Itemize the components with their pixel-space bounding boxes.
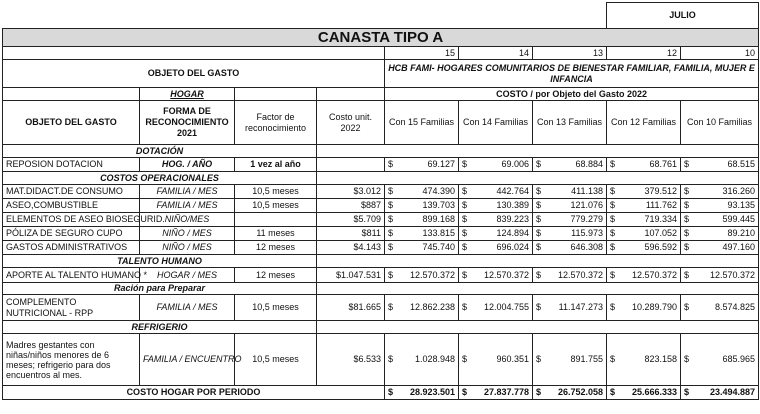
amount-value: 599.445 (722, 214, 756, 224)
currency-symbol: $ (684, 200, 690, 210)
currency-symbol: $ (610, 387, 616, 397)
amount-value: 779.279 (570, 214, 604, 224)
total-cell (459, 386, 533, 400)
currency-symbol: $ (462, 200, 468, 210)
row-cost-v14 (459, 295, 533, 321)
amount-value: 28.923.501 (409, 387, 455, 397)
title-row (3, 29, 759, 47)
row-cost-v13 (533, 295, 607, 321)
row-cost-v14 (459, 227, 533, 241)
row-cost-v12 (607, 268, 681, 283)
amount-value: 12.570.372 (483, 269, 529, 280)
amount-value: 69.006 (501, 159, 529, 169)
col-12-familias: Con 12 Familias (607, 101, 681, 145)
canasta-sheet (2, 2, 758, 400)
row-cost-v14 (459, 199, 533, 213)
currency-symbol: $ (536, 242, 542, 252)
row-unit-cost (317, 185, 385, 199)
amount-value: 111.762 (645, 200, 678, 210)
row-cost-v13 (533, 241, 607, 255)
currency-symbol: $ (353, 354, 359, 364)
amount-value: 121.076 (570, 200, 604, 210)
section-racion: Ración para Preparar (3, 283, 317, 295)
row-name: ELEMENTOS DE ASEO BIOSEGURID. (3, 213, 140, 227)
row-factor: 12 meses (235, 268, 317, 283)
row-cost-v10 (681, 227, 759, 241)
total-cell (681, 386, 759, 400)
hogar-label: HOGAR (140, 88, 235, 101)
currency-symbol: $ (360, 200, 366, 210)
section-row (3, 321, 759, 334)
amount-value: 719.334 (644, 214, 678, 224)
currency-symbol: $ (462, 269, 468, 280)
currency-symbol: $ (353, 186, 359, 196)
col-objeto: OBJETO DEL GASTO (3, 101, 140, 145)
row-cost-v10 (681, 241, 759, 255)
row-factor (235, 213, 317, 227)
amount-value: 12.004.755 (483, 302, 529, 312)
row-forma: FAMILIA / MES (140, 185, 235, 199)
row-unit-cost (317, 213, 385, 227)
row-forma: FAMILIA / ENCUENTRO (140, 334, 235, 386)
row-cost-v10 (681, 158, 759, 172)
currency-symbol: $ (684, 242, 690, 252)
currency-symbol: $ (684, 186, 690, 196)
currency-symbol: $ (610, 214, 616, 224)
row-factor: 11 meses (235, 227, 317, 241)
currency-symbol: $ (610, 354, 616, 364)
subheader-row (3, 88, 759, 101)
row-cost-v10 (681, 334, 759, 386)
total-cell (533, 386, 607, 400)
row-forma: FAMILIA / MES (140, 199, 235, 213)
currency-symbol: $ (462, 354, 468, 364)
family-count-row (3, 47, 759, 60)
amount-value: 646.308 (570, 242, 604, 252)
row-cost-v14 (459, 268, 533, 283)
row-cost-v10 (681, 185, 759, 199)
row-cost-v15 (385, 241, 459, 255)
row-name: PÓLIZA DE SEGURO CUPO (3, 227, 140, 241)
month-row (3, 3, 759, 29)
currency-symbol: $ (388, 302, 394, 312)
amount-value: 26.752.058 (558, 387, 604, 397)
currency-symbol: $ (610, 186, 616, 196)
section-refrigerio: REFRIGERIO (3, 321, 317, 334)
currency-symbol: $ (388, 159, 394, 169)
amount-value: 8.574.825 (715, 302, 756, 312)
row-cost-v15 (385, 158, 459, 172)
col-13-familias: Con 13 Familias (533, 101, 607, 145)
amount-value: 139.703 (422, 200, 455, 210)
row-cost-v12 (607, 185, 681, 199)
currency-symbol: $ (610, 242, 616, 252)
section-dotacion: DOTACIÓN (3, 145, 317, 158)
row-forma: FAMILIA / MES (140, 295, 235, 321)
row-cost-v13 (533, 199, 607, 213)
row-forma: NIÑO / MES (140, 227, 235, 241)
currency-symbol: $ (388, 269, 394, 280)
row-cost-v14 (459, 213, 533, 227)
page-title: CANASTA TIPO A (3, 29, 759, 47)
currency-symbol: $ (462, 159, 468, 169)
row-name: COMPLEMENTO NUTRICIONAL - RPP (3, 295, 140, 321)
amount-value: 68.761 (649, 159, 678, 169)
currency-symbol: $ (610, 200, 616, 210)
family-count-14: 14 (459, 47, 533, 60)
amount-value: 379.512 (644, 186, 678, 196)
currency-symbol: $ (388, 228, 394, 238)
family-count-15: 15 (385, 47, 459, 60)
amount-value: 891.755 (570, 354, 604, 364)
currency-symbol: $ (536, 269, 542, 280)
section-row (3, 283, 759, 295)
amount-value: 69.127 (427, 159, 455, 169)
row-cost-v12 (607, 158, 681, 172)
row-factor: 10,5 meses (235, 199, 317, 213)
table-row (3, 185, 759, 199)
currency-symbol: $ (388, 214, 394, 224)
col-costo-unit: Costo unit. 2022 (317, 101, 385, 145)
row-cost-v15 (385, 213, 459, 227)
currency-symbol: $ (536, 387, 542, 397)
amount-value: 442.764 (496, 186, 529, 196)
amount-value: 811 (366, 228, 381, 238)
row-cost-v15 (385, 185, 459, 199)
column-header-row (3, 101, 759, 145)
total-row (3, 386, 759, 400)
currency-symbol: $ (462, 242, 468, 252)
amount-value: 745.740 (422, 242, 455, 252)
row-cost-v13 (533, 334, 607, 386)
row-forma: HOGAR / MES (140, 268, 235, 283)
row-name: ASEO,COMBUSTIBLE (3, 199, 140, 213)
currency-symbol: $ (462, 214, 468, 224)
amount-value: 130.389 (496, 200, 529, 210)
currency-symbol: $ (536, 354, 542, 364)
amount-value: 960.351 (496, 354, 529, 364)
total-cell (385, 386, 459, 400)
table-row (3, 213, 759, 227)
row-factor: 10,5 meses (235, 334, 317, 386)
amount-value: 5.709 (358, 214, 381, 224)
row-name: MAT.DIDACT.DE CONSUMO (3, 185, 140, 199)
amount-value: 81.665 (353, 302, 381, 312)
amount-value: 93.135 (727, 200, 756, 210)
row-cost-v14 (459, 158, 533, 172)
row-cost-v14 (459, 334, 533, 386)
row-cost-v13 (533, 213, 607, 227)
currency-symbol: $ (684, 228, 690, 238)
row-unit-cost (317, 295, 385, 321)
row-cost-v15 (385, 227, 459, 241)
row-cost-v12 (607, 241, 681, 255)
currency-symbol: $ (536, 200, 542, 210)
row-unit-cost (317, 158, 385, 172)
table-row (3, 268, 759, 283)
row-unit-cost (317, 241, 385, 255)
family-count-13: 13 (533, 47, 607, 60)
currency-symbol: $ (536, 302, 542, 312)
row-cost-v12 (607, 295, 681, 321)
cost-table (2, 2, 759, 400)
currency-symbol: $ (335, 269, 341, 280)
section-operacionales: COSTOS OPERACIONALES (3, 172, 317, 185)
currency-symbol: $ (388, 242, 394, 252)
currency-symbol: $ (388, 200, 394, 210)
table-row (3, 334, 759, 386)
table-row (3, 241, 759, 255)
col-forma: FORMA DE RECONOCIMIENTO 2021 (140, 101, 235, 145)
row-cost-v15 (385, 295, 459, 321)
amount-value: 115.973 (571, 228, 604, 238)
currency-symbol: $ (610, 159, 616, 169)
amount-value: 68.884 (575, 159, 604, 169)
total-label: COSTO HOGAR POR PERIODO (3, 386, 385, 400)
currency-symbol: $ (462, 186, 468, 196)
row-unit-cost (317, 334, 385, 386)
section-talento: TALENTO HUMANO (3, 255, 317, 268)
row-factor: 10,5 meses (235, 185, 317, 199)
amount-value: 107.052 (644, 228, 678, 238)
amount-value: 10.289.790 (632, 302, 678, 312)
amount-value: 3.012 (358, 186, 381, 196)
row-forma: NIÑO/MES (140, 213, 235, 227)
currency-symbol: $ (462, 302, 468, 312)
row-cost-v10 (681, 213, 759, 227)
col-15-familias: Con 15 Familias (385, 101, 459, 145)
row-name: GASTOS ADMINISTRATIVOS (3, 241, 140, 255)
currency-symbol: $ (536, 214, 542, 224)
row-cost-v13 (533, 185, 607, 199)
currency-symbol: $ (388, 387, 394, 397)
amount-value: 12.862.238 (409, 302, 455, 312)
row-cost-v15 (385, 199, 459, 213)
amount-value: 411.138 (571, 186, 604, 196)
amount-value: 685.965 (722, 354, 756, 364)
currency-symbol: $ (388, 354, 394, 364)
currency-symbol: $ (684, 354, 690, 364)
amount-value: 68.515 (727, 159, 756, 169)
table-row (3, 158, 759, 172)
row-cost-v14 (459, 185, 533, 199)
row-unit-cost (317, 227, 385, 241)
section-row (3, 172, 759, 185)
objeto-label: OBJETO DEL GASTO (3, 60, 385, 88)
month-cell: JULIO (607, 3, 759, 29)
currency-symbol: $ (684, 269, 690, 280)
amount-value: 596.592 (644, 242, 678, 252)
amount-value: 1.028.948 (414, 354, 455, 364)
amount-value: 6.533 (358, 354, 381, 364)
amount-value: 11.147.273 (558, 302, 604, 312)
currency-symbol: $ (536, 228, 542, 238)
section-row (3, 255, 759, 268)
amount-value: 4.143 (358, 242, 381, 252)
amount-value: 25.666.333 (632, 387, 678, 397)
amount-value: 474.390 (422, 186, 455, 196)
amount-value: 12.570.372 (409, 269, 455, 280)
family-count-12: 12 (607, 47, 681, 60)
amount-value: 839.223 (496, 214, 529, 224)
amount-value: 696.024 (496, 242, 529, 252)
row-cost-v15 (385, 268, 459, 283)
amount-value: 12.570.372 (558, 269, 604, 280)
amount-value: 23.494.887 (710, 387, 756, 397)
amount-value: 887 (365, 200, 381, 210)
amount-value: 89.210 (727, 228, 756, 238)
currency-symbol: $ (462, 228, 468, 238)
amount-value: 133.815 (422, 228, 455, 238)
section-row (3, 145, 759, 158)
col-14-familias: Con 14 Familias (459, 101, 533, 145)
currency-symbol: $ (353, 242, 359, 252)
table-row (3, 295, 759, 321)
currency-symbol: $ (684, 159, 690, 169)
total-cell (607, 386, 681, 400)
amount-value: 12.570.372 (710, 269, 756, 280)
row-factor: 12 meses (235, 241, 317, 255)
amount-value: 27.837.778 (483, 387, 529, 397)
currency-symbol: $ (684, 387, 690, 397)
currency-symbol: $ (610, 269, 616, 280)
row-cost-v10 (681, 199, 759, 213)
amount-value: 124.894 (496, 228, 529, 238)
currency-symbol: $ (536, 186, 542, 196)
program-row (3, 60, 759, 88)
row-unit-cost (317, 199, 385, 213)
row-cost-v13 (533, 158, 607, 172)
table-row (3, 199, 759, 213)
row-factor: 1 vez al año (235, 158, 317, 172)
row-name: REPOSION DOTACION (3, 158, 140, 172)
amount-value: 823.158 (644, 354, 678, 364)
currency-symbol: $ (361, 228, 367, 238)
col-factor: Factor de reconocimiento (235, 101, 317, 145)
row-factor: 10,5 meses (235, 295, 317, 321)
row-cost-v12 (607, 213, 681, 227)
amount-value: 497.160 (722, 242, 756, 252)
row-cost-v10 (681, 268, 759, 283)
amount-value: 316.260 (722, 186, 756, 196)
currency-symbol: $ (684, 302, 690, 312)
amount-value: 12.570.372 (632, 269, 678, 280)
amount-value: 899.168 (422, 214, 455, 224)
program-title: HCB FAMI- HOGARES COMUNITARIOS DE BIENESTAR FAMILIAR, FAMILIA, MUJER E INFANCIA (385, 60, 759, 88)
row-cost-v13 (533, 227, 607, 241)
currency-symbol: $ (610, 228, 616, 238)
row-name: Madres gestantes con niñas/niños menores de 6 meses; refrigerio para dos encuentros al mes. (3, 334, 140, 386)
currency-symbol: $ (353, 214, 359, 224)
row-cost-v10 (681, 295, 759, 321)
amount-value: 1.047.531 (340, 269, 381, 280)
currency-symbol: $ (348, 302, 354, 312)
row-cost-v12 (607, 227, 681, 241)
row-cost-v12 (607, 199, 681, 213)
row-unit-cost (317, 268, 385, 283)
row-cost-v12 (607, 334, 681, 386)
cost-header: COSTO / por Objeto del Gasto 2022 (385, 88, 759, 101)
currency-symbol: $ (684, 214, 690, 224)
table-row (3, 227, 759, 241)
row-cost-v14 (459, 241, 533, 255)
currency-symbol: $ (536, 159, 542, 169)
row-forma: HOG. / AÑO (140, 158, 235, 172)
family-count-10: 10 (681, 47, 759, 60)
row-name: APORTE AL TALENTO HUMANO * (3, 268, 140, 283)
currency-symbol: $ (610, 302, 616, 312)
row-forma: NIÑO / MES (140, 241, 235, 255)
currency-symbol: $ (388, 186, 394, 196)
row-cost-v15 (385, 334, 459, 386)
col-10-familias: Con 10 Familias (681, 101, 759, 145)
row-cost-v13 (533, 268, 607, 283)
currency-symbol: $ (462, 387, 468, 397)
